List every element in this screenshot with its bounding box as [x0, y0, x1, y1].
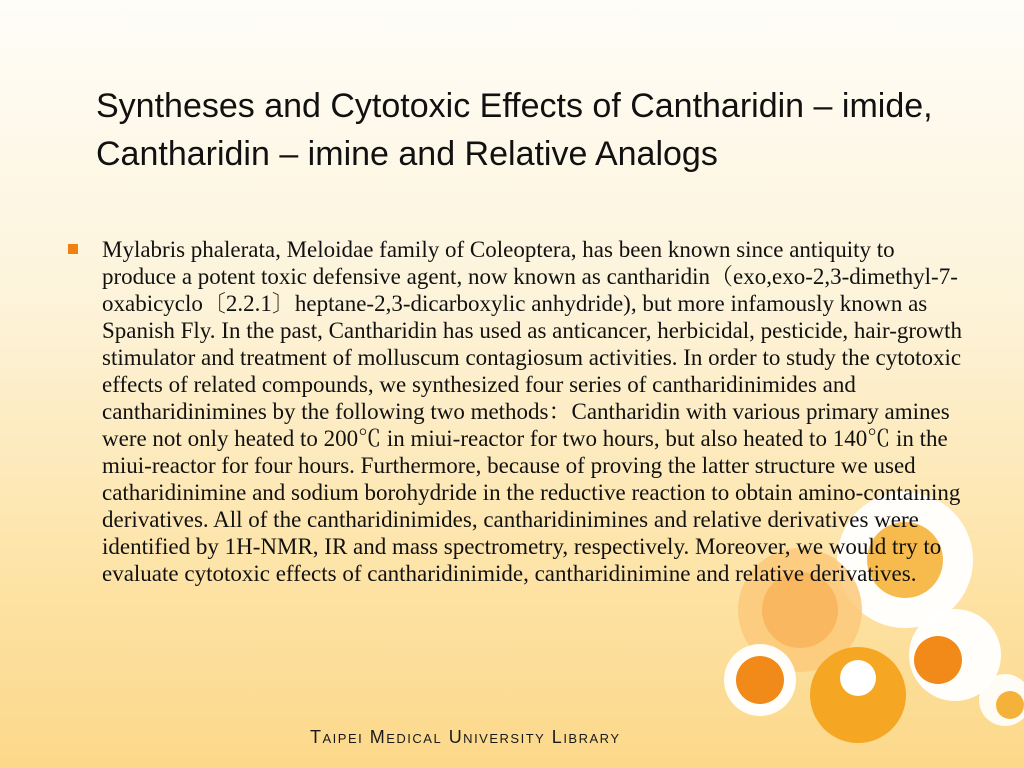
bullet-item	[68, 236, 968, 587]
deco-circle-orange-ring-hole	[840, 660, 876, 696]
slide-title: Syntheses and Cytotoxic Effects of Cantharidin – imide, Cantharidin – imine and Relative Analogs	[96, 87, 933, 173]
square-bullet-icon	[68, 244, 78, 254]
deco-circle-orange-small	[736, 656, 784, 704]
deco-circle-accent-right-core	[996, 691, 1024, 719]
footer-label: Taipei Medical University Library	[310, 727, 621, 747]
bullet-text: Mylabris phalerata, Meloidae family of Coleoptera, has been known since antiquity to produce a potent toxic defensive agent, now known as cantharidin（exo,exo-2,3-dimethyl-7-oxabicyclo〔2.2.1〕heptane-2,3-dicarboxylic anhydride), but more infamously known as Spanish Fly. In the past, Cantharidin has used as anticancer, herbicidal, pesticide, hair-growth stimulator and treatment of molluscum contagiosum activities. In order to study the cytotoxic effects of related compounds, we synthesized four series of cantharidinimides and cantharidinimines by the following two methods：Cantharidin with various primary amines were not only heated to 200℃ in miui-reactor for two hours, but also heated to 140℃ in the miui-reactor for four hours. Furthermore, because of proving the latter structure we used catharidinimine and sodium borohydride in the reductive reaction to obtain amino-containing derivatives. All of the cantharidinimides, cantharidinimines and relative derivatives were identified by 1H-NMR, IR and mass spectrometry, respectively. Moreover, we would try to evaluate cytotoxic effects of cantharidinimide, cantharidinimine and relative derivatives.	[102, 237, 963, 586]
deco-circle-orange-right	[914, 636, 962, 684]
